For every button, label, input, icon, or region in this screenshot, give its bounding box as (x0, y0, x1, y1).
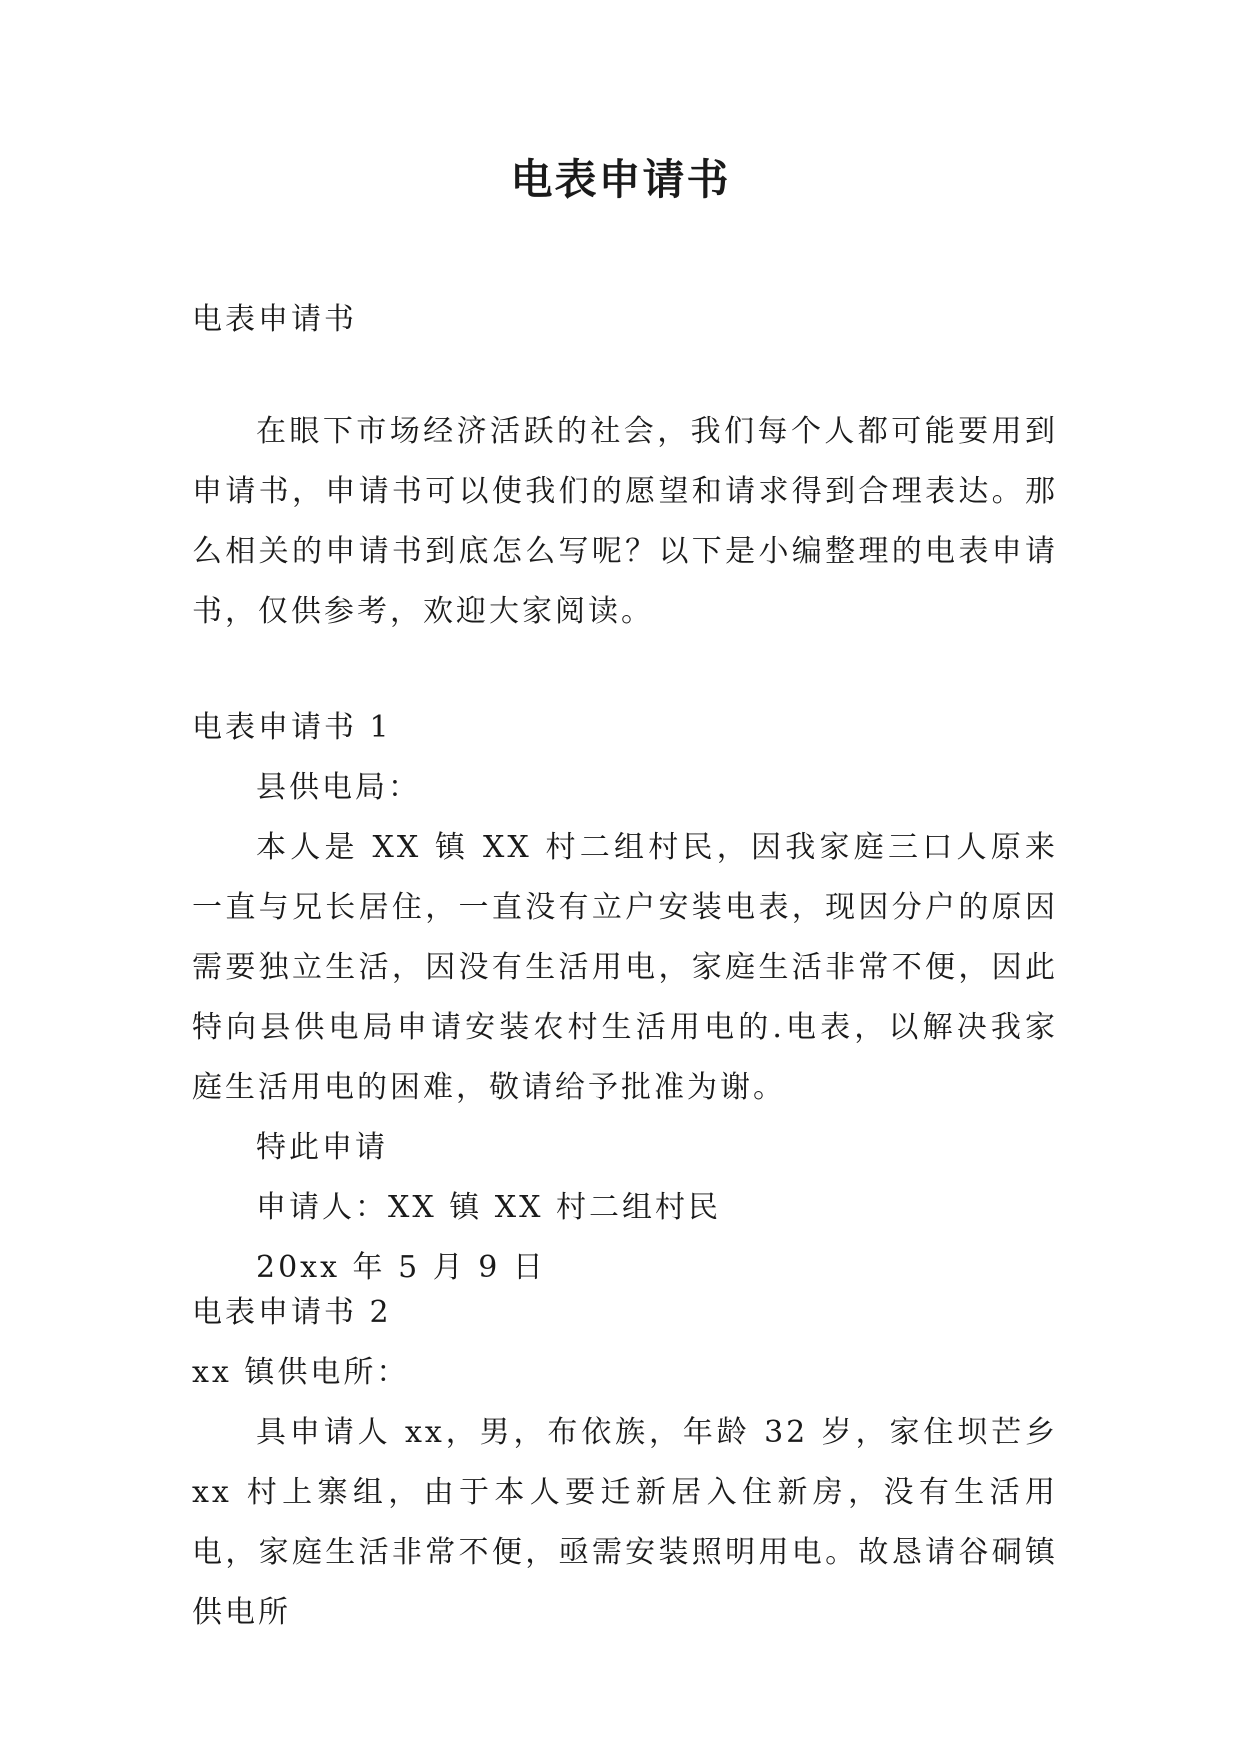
letter-1-closing: 特此申请 (256, 1130, 388, 1165)
letter-1-heading: 电表申请书 1 (192, 710, 392, 745)
letter-2 (192, 1283, 1058, 1643)
letter-2-heading: 电表申请书 2 (192, 1295, 392, 1330)
letter-1 (192, 698, 1058, 1298)
intro-paragraph: 在眼下市场经济活跃的社会，我们每个人都可能要用到申请书，申请书可以使我们的愿望和请求得到合理表达。那么相关的申请书到底怎么写呢？以下是小编整理的电表申请书，仅供参考，欢迎大家阅读。 (192, 414, 1058, 629)
subtitle-text: 电表申请书 (192, 302, 357, 337)
letter-2-body: 具申请人 xx，男，布依族，年龄 32 岁，家住坝芒乡 xx 村上寨组，由于本人要迁新居入住新房，没有生活用电，家庭生活非常不便，亟需安装照明用电。故恳请谷硐镇供电所 (192, 1415, 1058, 1630)
letter-1-date: 20xx 年 5 月 9 日 (256, 1250, 546, 1285)
document-title: 电表申请书 (510, 155, 731, 204)
letter-1-body: 本人是 XX 镇 XX 村二组村民，因我家庭三口人原来一直与兄长居住，一直没有立户安装电表，现因分户的原因需要独立生活，因没有生活用电，家庭生活非常不便，因此特向县供电局申请安装农村生活用电的.电表，以解决我家庭生活用电的困难，敬请给予批准为谢。 (192, 830, 1058, 1105)
letter-1-addressee: 县供电局： (256, 770, 421, 805)
letter-2-addressee: xx 镇供电所： (192, 1355, 410, 1390)
document-subtitle (192, 290, 1058, 350)
letter-1-applicant: 申请人：XX 镇 XX 村二组村民 (256, 1190, 722, 1225)
intro-section (192, 402, 1058, 642)
